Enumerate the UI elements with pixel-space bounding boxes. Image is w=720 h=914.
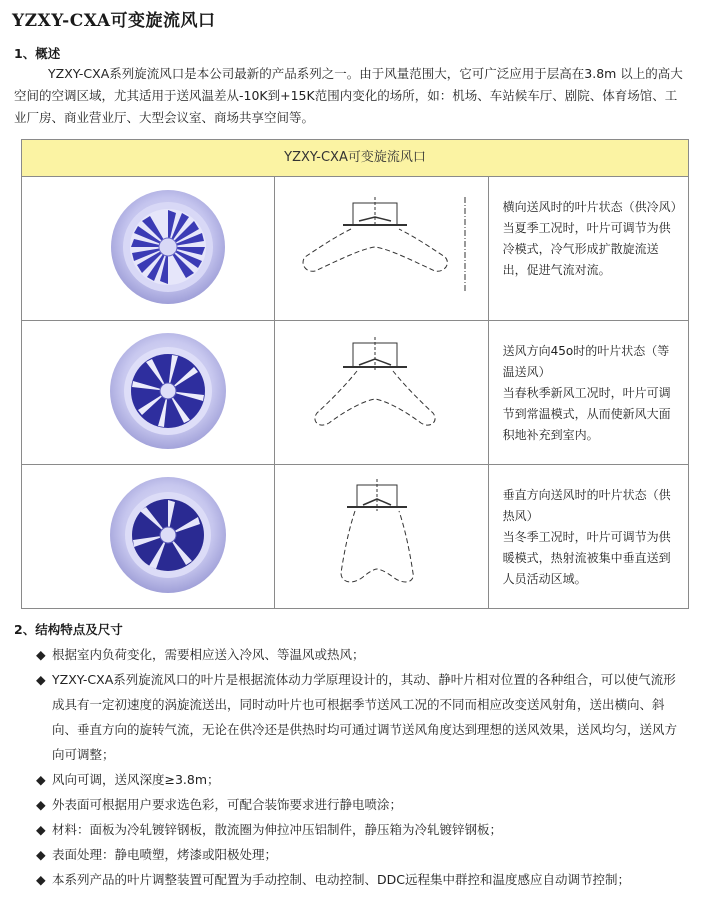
list-item: ◆ 材料：面板为冷轧镀锌钢板，散流圈为伸拉冲压铝制件，静压箱为冷轧镀锌钢板； — [36, 817, 696, 842]
table-row — [22, 465, 689, 609]
list-item-continuation: 向、垂直方向的旋转气流，无论在供冷还是供热时均可通过调节送风角度达到理想的送风效果，送风均匀，送风方 — [52, 722, 678, 737]
diamond-bullet-icon: ◆ — [36, 847, 46, 862]
overview-line: YZXY-CXA系列旋流风口是本公司最新的产品系列之一。由于风量范围大，它可广泛应用于层高在3.8m 以上的高大 — [48, 66, 683, 81]
airflow-diagram-horizontal — [275, 177, 488, 321]
diamond-bullet-icon: ◆ — [36, 797, 46, 812]
list-item: ◆ 表面处理：静电喷塑，烤漆或阳极处理； — [36, 842, 696, 867]
mode-detail: 当春秋季新风工况时，叶片可调节到常温模式，从而使新风大面积地补充到室内。 — [502, 386, 671, 442]
airflow-diagram-vertical — [275, 465, 488, 609]
list-item: ◆ YZXY-CXA系列旋流风口的叶片是根据流体动力学原理设计的，其动、静叶片相对位置的各种组合，可以使气流形 — [36, 667, 696, 692]
mode-detail: 当夏季工况时，叶片可调节为供冷模式，冷气形成扩散旋流送出，促进气流对流。 — [502, 221, 671, 277]
diamond-bullet-icon: ◆ — [36, 647, 46, 662]
mode-description-vertical — [488, 465, 688, 609]
structure-heading: 2、结构特点及尺寸 — [14, 622, 123, 637]
diamond-bullet-icon: ◆ — [36, 822, 46, 837]
overview-line: 空间的空调区域，尤其适用于送风温差从-10K到+15K范围内变化的场所，如：机场、车站候车厅、剧院、体育场馆、工 — [14, 88, 678, 103]
list-item: ◆ 本系列产品的叶片调整装置可配置为手动控制、电动控制、DDC远程集中群控和温度感应自动调节控制； — [36, 867, 696, 892]
mode-detail: 当冬季工况时，叶片可调节为供暖模式，热射流被集中垂直送到人员活动区域。 — [502, 530, 671, 586]
diamond-bullet-icon: ◆ — [36, 872, 46, 887]
mode-state: 送风方向45o时的叶片状态（等温送风） — [502, 344, 670, 379]
diffuser-photo-vertical — [22, 465, 275, 609]
feature-list — [36, 642, 696, 892]
list-item: ◆ 根据室内负荷变化，需要相应送入冷风、等温风或热风； — [36, 642, 696, 667]
overview-heading: 1、概述 — [14, 46, 61, 61]
list-item: ◆ 外表面可根据用户要求选色彩，可配合装饰要求进行静电喷涂； — [36, 792, 696, 817]
mode-description-45deg — [488, 321, 688, 465]
list-item: ◆ 风向可调，送风深度≥3.8m； — [36, 767, 696, 792]
diffuser-mode-table — [21, 139, 689, 609]
overview-paragraph — [14, 63, 698, 129]
table-row — [22, 177, 689, 321]
diamond-bullet-icon: ◆ — [36, 672, 46, 687]
airflow-diagram-45deg — [275, 321, 488, 465]
list-item-continuation: 成具有一定初速度的涡旋流送出，同时动叶片也可根据季节送风工况的不同而相应改变送风射角，送出横向、斜 — [52, 697, 665, 712]
mode-state: 垂直方向送风时的叶片状态（供热风） — [502, 488, 671, 523]
overview-line: 业厂房、商业营业厅、大型会议室、商场共享空间等。 — [14, 110, 315, 125]
page-title: YZXY-CXA可变旋流风口 — [12, 11, 216, 31]
diamond-bullet-icon: ◆ — [36, 772, 46, 787]
table-row — [22, 321, 689, 465]
diffuser-photo-horizontal — [22, 177, 275, 321]
mode-state: 横向送风时的叶片状态（供冷风） — [502, 200, 683, 214]
mode-description-horizontal — [488, 177, 688, 321]
list-item-continuation: 向可调整； — [52, 747, 115, 762]
diffuser-photo-45deg — [22, 321, 275, 465]
table-header: YZXY-CXA可变旋流风口 — [22, 140, 689, 177]
